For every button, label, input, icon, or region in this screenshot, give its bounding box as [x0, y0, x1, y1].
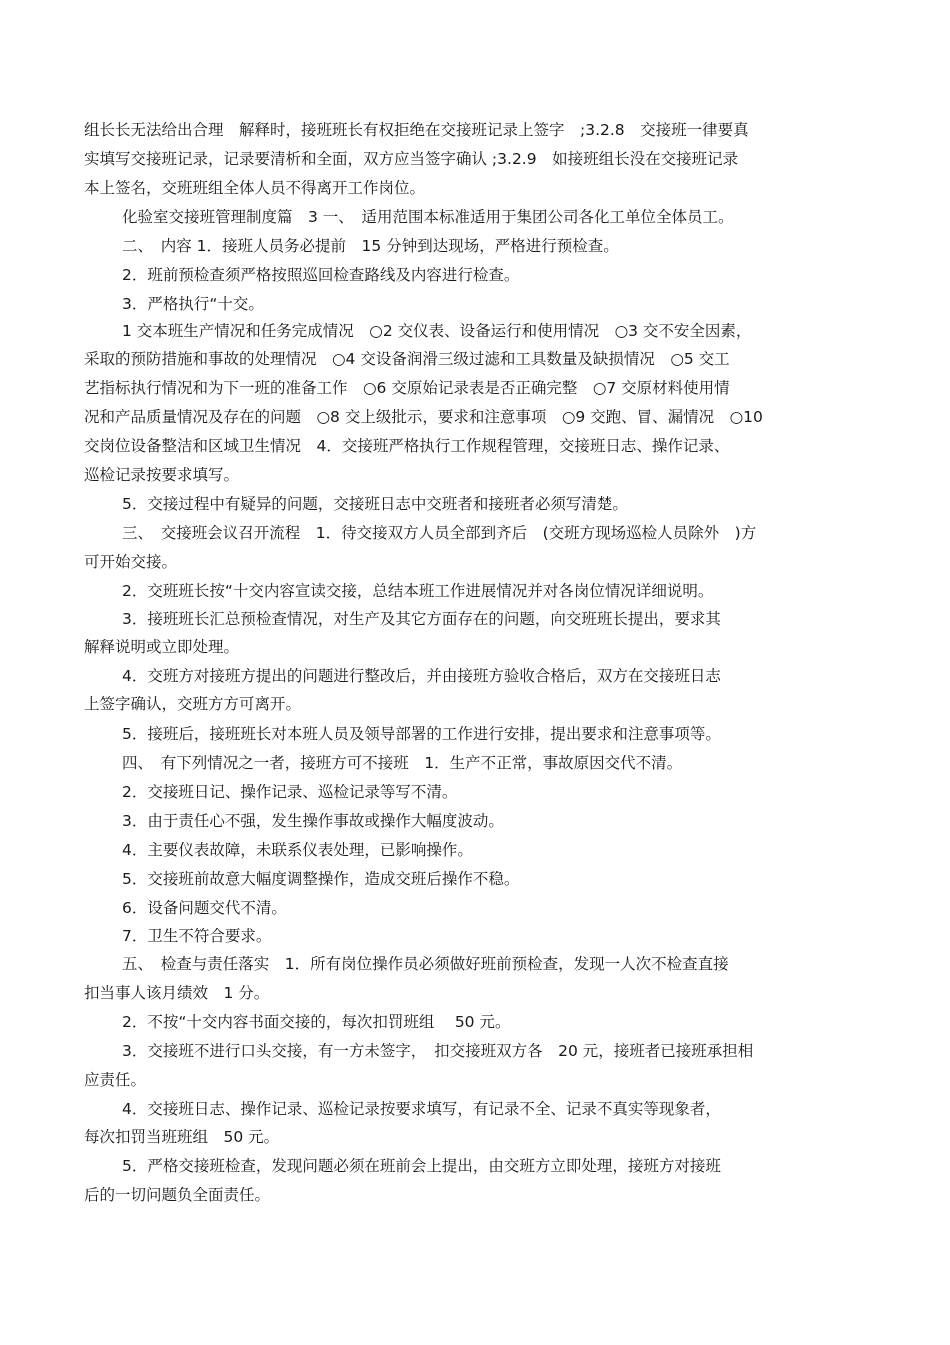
text-line: 6．设备问题交代不清。 — [122, 899, 287, 917]
text-line: 组长长无法给出合理 解释时，接班班长有权拒绝在交接班记录上签字 ;3.2.8 交接班一律要真 — [84, 121, 749, 139]
text-line: 5．接班后，接班班长对本班人员及领导部署的工作进行安排，提出要求和注意事项等。 — [122, 725, 721, 743]
text-line: 三、 交接班会议召开流程 1．待交接双方人员全部到齐后 (交班方现场巡检人员除外 )方 — [122, 524, 757, 542]
text-line: 5．严格交接班检查，发现问题必须在班前会上提出，由交班方立即处理，接班方对接班 — [122, 1157, 721, 1175]
text-line: 2．交接班日记、操作记录、巡检记录等写不清。 — [122, 783, 458, 801]
text-line: 本上签名，交班班组全体人员不得离开工作岗位。 — [84, 179, 426, 197]
text-line: 应责任。 — [84, 1071, 147, 1089]
text-line: 采取的预防措施和事故的处理情况 ○4 交设备润滑三级过滤和工具数量及缺损情况 ○5 交工 — [84, 350, 730, 368]
text-line: 3．接班班长汇总预检查情况，对生产及其它方面存在的问题，向交班班长提出，要求其 — [122, 610, 721, 628]
text-line: 4．主要仪表故障，未联系仪表处理，已影响操作。 — [122, 841, 473, 859]
text-line: 3．由于责任心不强，发生操作事故或操作大幅度波动。 — [122, 812, 504, 830]
text-line: 五、 检查与责任落实 1．所有岗位操作员必须做好班前预检查，发现一人次不检查直接 — [122, 955, 729, 973]
text-line: 二、 内容 1．接班人员务必提前 15 分钟到达现场，严格进行预检查。 — [122, 237, 619, 255]
text-line: 四、 有下列情况之一者，接班方可不接班 1．生产不正常，事故原因交代不清。 — [122, 754, 683, 772]
text-line: 7．卫生不符合要求。 — [122, 927, 272, 945]
text-line: 艺指标执行情况和为下一班的准备工作 ○6 交原始记录表是否正确完整 ○7 交原材料使用情 — [84, 379, 730, 397]
text-line: 可开始交接。 — [84, 553, 178, 571]
text-line: 实填写交接班记录，记录要清析和全面，双方应当签字确认 ;3.2.9 如接班组长没在交接班记录 — [84, 150, 739, 168]
text-line: 4．交班方对接班方提出的问题进行整改后，并由接班方验收合格后，双方在交接班日志 — [122, 667, 721, 685]
text-line: 2．交班班长按“十交内容宣读交接，总结本班工作进展情况并对各岗位情况详细说明。 — [122, 582, 714, 600]
text-line: 扣当事人该月绩效 1 分。 — [84, 984, 270, 1002]
text-line: 解释说明或立即处理。 — [84, 638, 240, 656]
text-line: 2．不按“十交内容书面交接的，每次扣罚班组 50 元。 — [122, 1013, 511, 1031]
text-line: 上签字确认，交班方方可离开。 — [84, 695, 302, 713]
text-line: 2．班前预检查须严格按照巡回检查路线及内容进行检查。 — [122, 266, 520, 284]
text-line: 化验室交接班管理制度篇 3 一、 适用范围本标准适用于集团公司各化工单位全体员工。 — [122, 208, 734, 226]
text-line: 5．交接过程中有疑异的问题，交接班日志中交班者和接班者必须写清楚。 — [122, 495, 628, 513]
text-line: 3．严格执行“十交。 — [122, 295, 264, 313]
text-line: 每次扣罚当班班组 50 元。 — [84, 1128, 280, 1146]
text-line: 交岗位设备整洁和区域卫生情况 4．交接班严格执行工作规程管理，交接班日志、操作记录、 — [84, 437, 730, 455]
text-line: 况和产品质量情况及存在的问题 ○8 交上级批示，要求和注意事项 ○9 交跑、冒、漏情况 ○10 — [84, 408, 763, 426]
text-line: 巡检记录按要求填写。 — [84, 466, 240, 484]
text-line: 1 交本班生产情况和任务完成情况 ○2 交仪表、设备运行和使用情况 ○3 交不安全因素， — [122, 322, 752, 340]
text-line: 4．交接班日志、操作记录、巡检记录按要求填写，有记录不全、记录不真实等现象者， — [122, 1100, 721, 1118]
text-line: 5．交接班前故意大幅度调整操作，造成交班后操作不稳。 — [122, 870, 520, 888]
text-line: 3．交接班不进行口头交接，有一方未签字， 扣交接班双方各 20 元，接班者已接班承担相 — [122, 1042, 754, 1060]
text-line: 后的一切问题负全面责任。 — [84, 1186, 271, 1204]
